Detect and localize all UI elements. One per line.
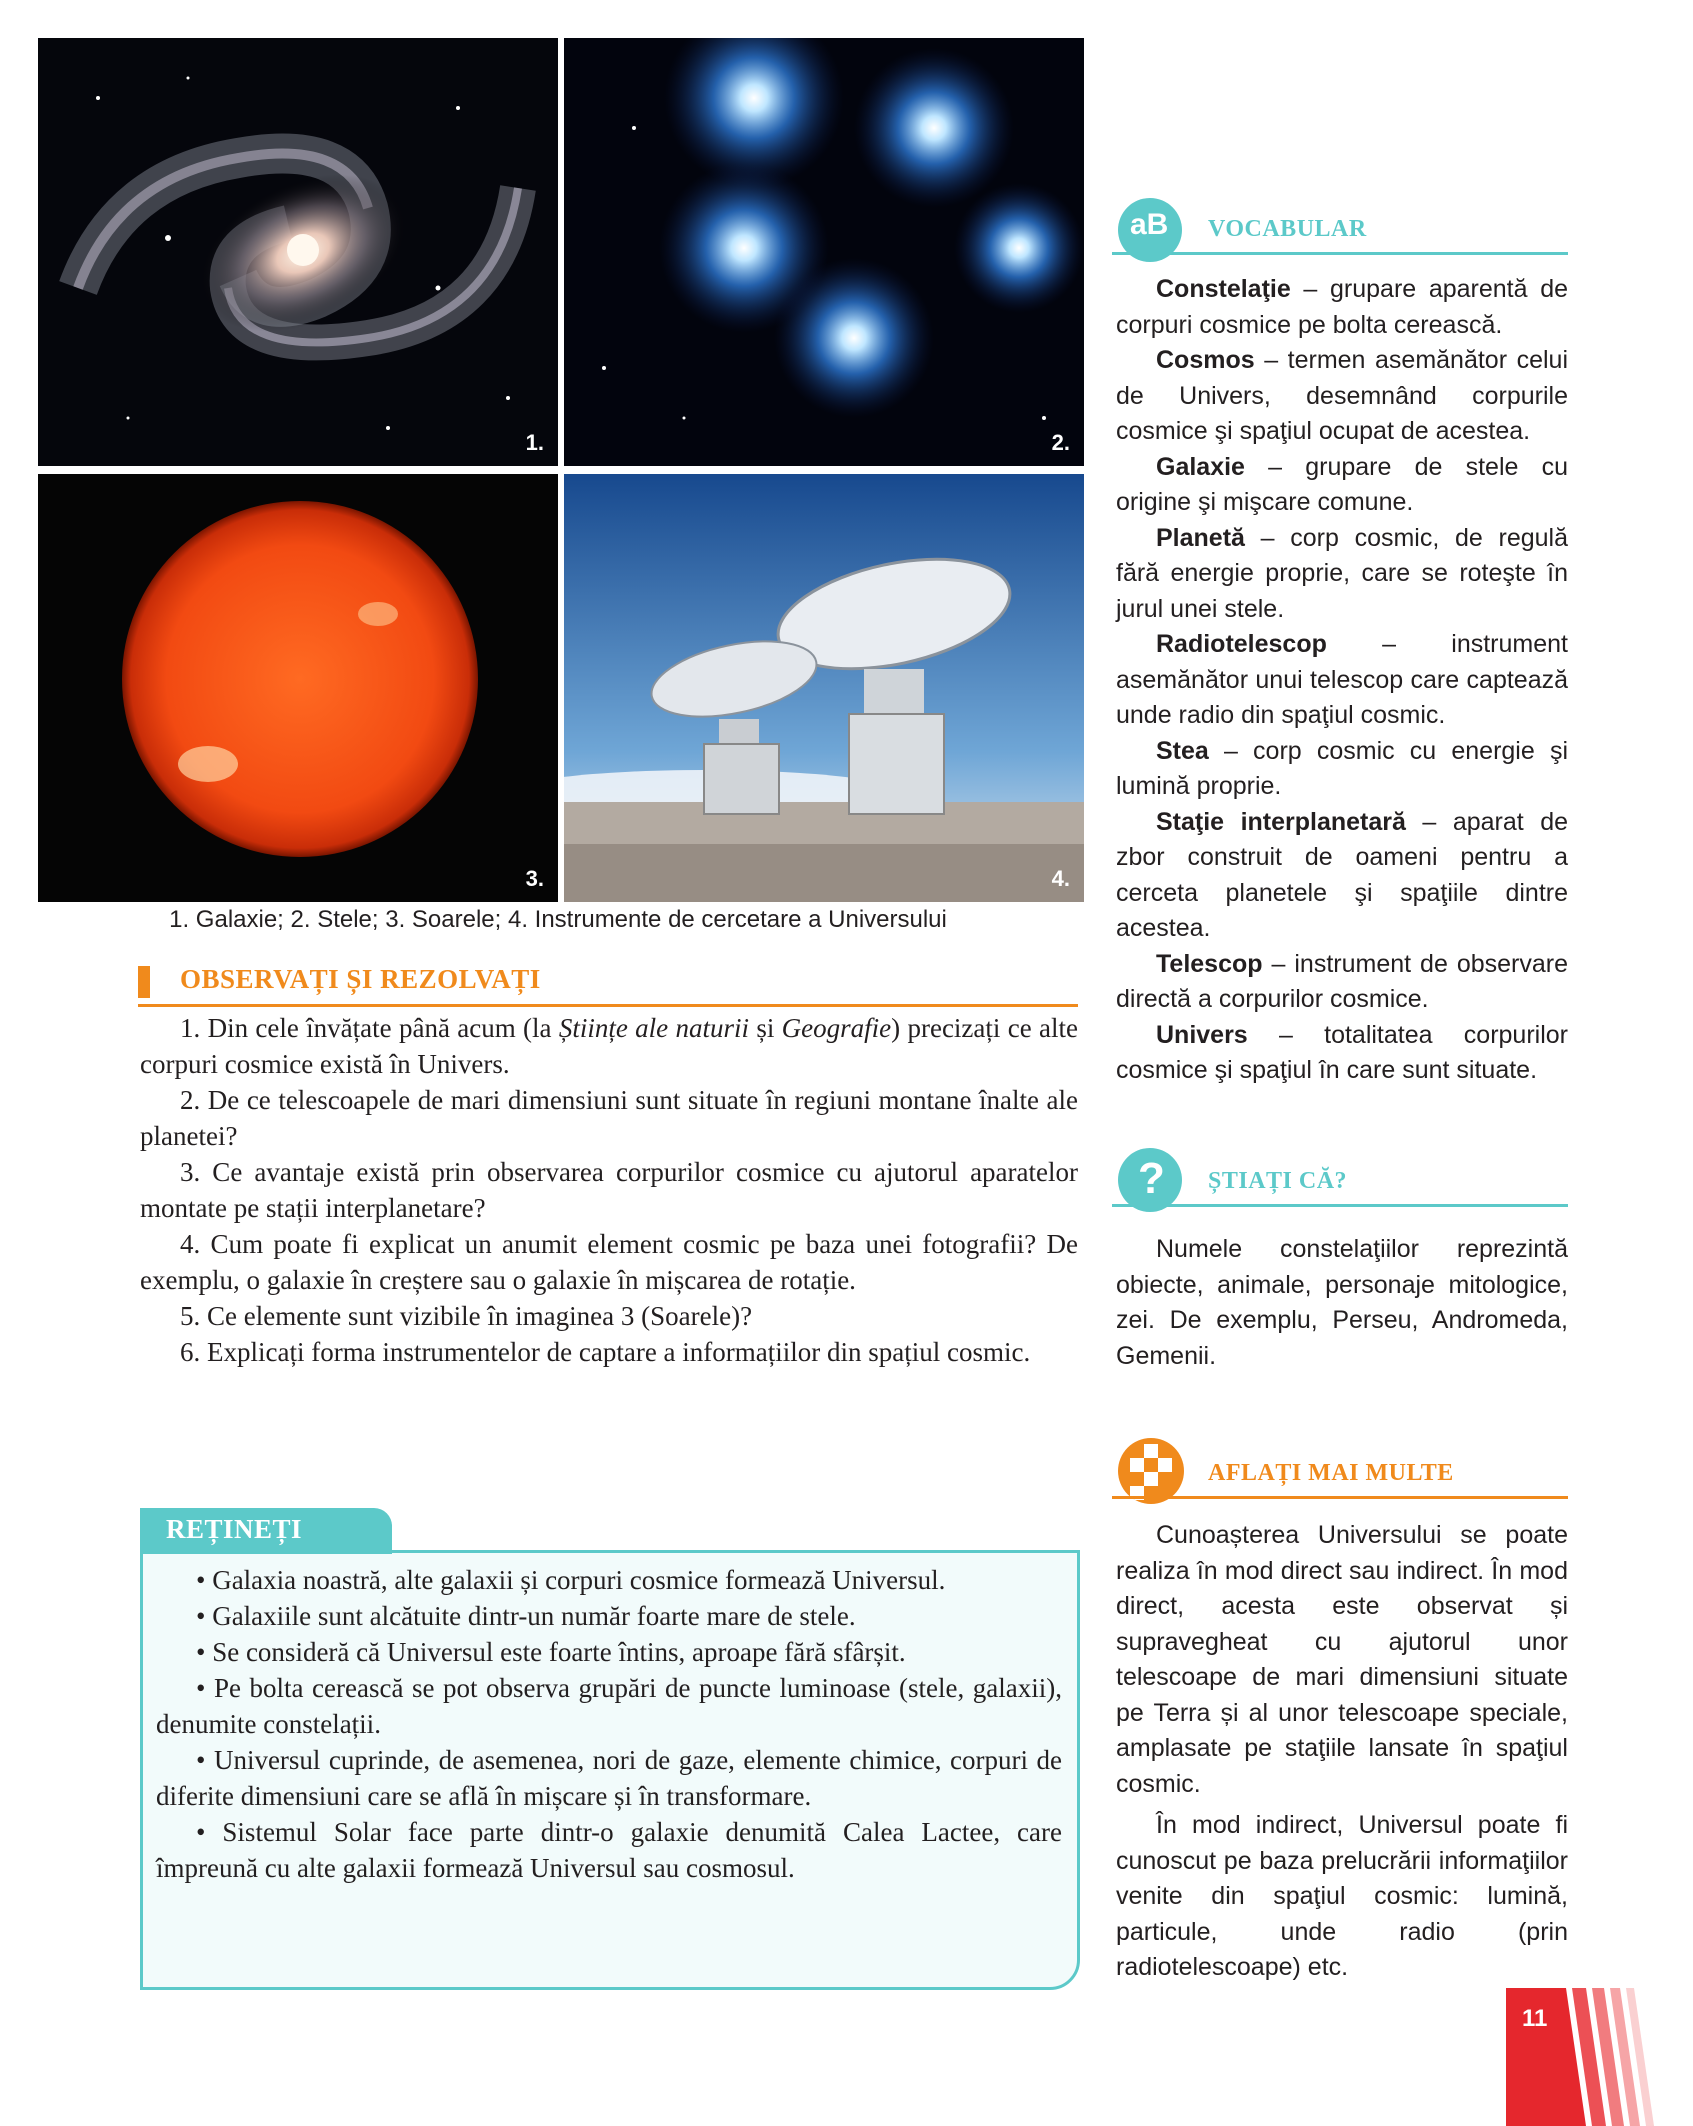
retineti-item: • Galaxia noastră, alte galaxii și corpuri cosmice formează Universul. (196, 1565, 946, 1595)
question-item: 4. Cum poate fi explicat un anumit element cosmic pe baza unei fotografii? De exemplu, o galaxie în creștere sau o galaxie în mișcarea de rotație. (140, 1229, 1078, 1295)
photo-galaxy (38, 38, 558, 466)
retineti-item: • Se consideră că Universul este foarte întins, aproape fără sfârșit. (196, 1637, 906, 1667)
retineti-body (156, 1562, 1062, 1886)
retineti-item: • Pe bolta cerească se pot observa grupări de puncte luminoase (stele, galaxii), denumite constelații. (156, 1673, 1062, 1739)
question-item: 6. Explicați forma instrumentelor de captare a informațiilor din spațiul cosmic. (180, 1337, 1031, 1367)
question-item: 2. De ce telescoapele de mari dimensiuni sunt situate în regiuni montane înalte ale planetei? (140, 1085, 1078, 1151)
photo-number: 3. (525, 866, 544, 891)
stiati-body (1116, 1232, 1568, 1374)
photo-number: 4. (1051, 866, 1070, 891)
retineti-item: • Sistemul Solar face parte dintr-o galaxie denumită Calea Lactee, care împreună cu alte galaxii formează Universul sau cosmosul. (156, 1817, 1062, 1883)
vocab-entry: Planetă – corp cosmic, de regulă fără energie proprie, care se roteşte în jurul unei stele. (1116, 523, 1568, 623)
retineti-title: REȚINEȚI (166, 1514, 303, 1544)
retineti-item: • Universul cuprinde, de asemenea, nori de gaze, elemente chimice, corpuri de diferite dimensiuni care se află în mișcare și în transformare. (156, 1745, 1062, 1811)
photo-number: 1. (525, 430, 544, 455)
stiati-header (1112, 1158, 1568, 1207)
aflati-title: AFLAȚI MAI MULTE (1208, 1460, 1454, 1486)
vocab-entry: Galaxie – grupare de stele cu origine şi mişcare comune. (1116, 452, 1568, 516)
observati-title: OBSERVAȚI ȘI REZOLVAȚI (180, 964, 541, 994)
vocab-entry: Staţie interplanetară – aparat de zbor construit de oameni pentru a cerceta planetele şi spaţiile dintre acestea. (1116, 807, 1569, 942)
vocab-entry: Cosmos – termen asemănător celui de Univers, desemnând corpurile cosmice şi spaţiul ocupat de acestea. (1116, 346, 1568, 445)
question-item: 3. Ce avantaje există prin observarea corpurilor cosmice cu ajutorul aparatelor montate pe stații interplanetare? (140, 1157, 1078, 1223)
vocab-entry: Stea – corp cosmic cu energie şi lumină proprie. (1116, 736, 1568, 800)
vocabular-body (1116, 272, 1568, 1089)
photo-number: 2. (1051, 430, 1070, 455)
vocabular-header (1112, 206, 1568, 255)
vocab-entry: Constelaţie – grupare aparentă de corpuri cosmice pe bolta cerească. (1116, 275, 1568, 339)
photo-radiotelescopes (564, 474, 1084, 902)
vocab-entry: Radiotelescop – instrument asemănător unui telescop care captează unde radio din spaţiul cosmic. (1116, 630, 1568, 729)
question-item: 5. Ce elemente sunt vizibile în imaginea 3 (Soarele)? (180, 1301, 753, 1331)
retineti-tab (140, 1508, 392, 1554)
vocab-entry: Univers – totalitatea corpurilor cosmice şi spaţiul în care sunt situate. (1116, 1020, 1568, 1084)
observati-header (138, 960, 1078, 1007)
observati-body (140, 1010, 1078, 1370)
question-item: 1. Din cele învățate până acum (la Științe ale naturii și Geografie) precizați ce alte corpuri cosmice există în Univers. (140, 1013, 1078, 1079)
retineti-item: • Galaxiile sunt alcătuite dintr-un număr foarte mare de stele. (196, 1601, 856, 1631)
section-marker (138, 966, 150, 998)
aflati-paragraph: În mod indirect, Universul poate fi cunoscut pe baza prelucrării informaţiilor venite din spaţiul cosmic: lumină, particule, unde radio (prin radiotelescoape) etc. (1116, 1811, 1568, 1981)
aflati-body (1116, 1518, 1568, 1986)
stiati-text: Numele constelaţiilor reprezintă obiecte, animale, personaje mitologice, zei. De exemplu, Perseu, Andromeda, Gemenii. (1116, 1235, 1568, 1370)
photo-stars (564, 38, 1084, 466)
page-number: 11 (1522, 2005, 1548, 2032)
vocabulary-icon: aB (1118, 198, 1182, 262)
photo-sun (38, 474, 558, 902)
vocabular-title: VOCABULAR (1208, 216, 1367, 242)
aflati-paragraph: Cunoașterea Universului se poate realiza în mod direct sau indirect. În mod direct, acesta este observat și supravegheat cu ajutorul unor telescoape de mari dimensiuni situate pe Terra și al unor telescoape speciale, amplasate pe staţiile lansate în spaţiul cosmic. (1116, 1521, 1568, 1798)
aflati-header (1112, 1450, 1568, 1499)
stiati-title: ȘTIAȚI CĂ? (1208, 1168, 1348, 1194)
question-mark-icon: ? (1118, 1148, 1182, 1212)
photo-caption: 1. Galaxie; 2. Stele; 3. Soarele; 4. Instrumente de cercetare a Universului (169, 906, 947, 933)
vocab-entry: Telescop – instrument de observare directă a corpurilor cosmice. (1116, 949, 1568, 1013)
